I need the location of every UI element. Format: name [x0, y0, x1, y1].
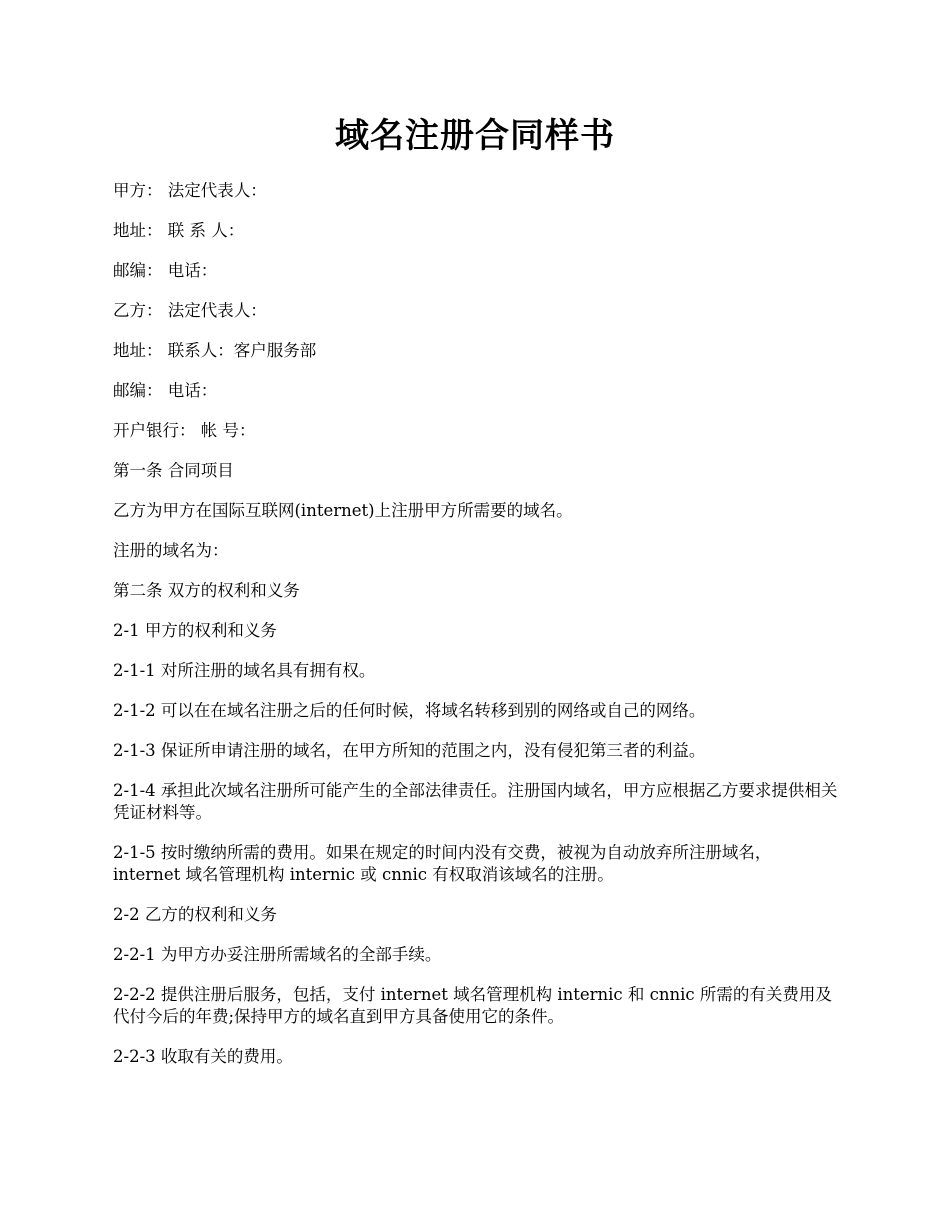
party-b-line: 乙方： 法定代表人：	[113, 301, 267, 320]
section-2-2-heading: 2-2 乙方的权利和义务	[113, 905, 277, 924]
article-1-text: 乙方为甲方在国际互联网(internet)上注册甲方所需要的域名。	[113, 501, 573, 520]
party-a-postcode-line: 邮编： 电话：	[113, 261, 218, 280]
article-2-heading: 第二条 双方的权利和义务	[113, 581, 300, 600]
clause-2-1-5: 2-1-5 按时缴纳所需的费用。如果在规定的时间内没有交费，被视为自动放弃所注册域名， internet 域名管理机构 internic 或 cnnic 有权取消该域名的注册。	[113, 843, 777, 884]
clause-2-2-1: 2-2-1 为甲方办妥注册所需域名的全部手续。	[113, 945, 442, 964]
clause-2-1-1: 2-1-1 对所注册的域名具有拥有权。	[113, 661, 376, 680]
document-title: 域名注册合同样书	[335, 116, 615, 156]
document-body	[113, 180, 843, 1086]
clause-2-1-3: 2-1-3 保证所申请注册的域名，在甲方所知的范围之内，没有侵犯第三者的利益。	[113, 741, 706, 760]
clause-2-1-2: 2-1-2 可以在在域名注册之后的任何时候，将域名转移到别的网络或自己的网络。	[113, 701, 706, 720]
party-a-address-line: 地址： 联 系 人：	[113, 221, 245, 240]
registered-domain-line: 注册的域名为：	[113, 541, 229, 560]
clause-2-2-2: 2-2-2 提供注册后服务，包括，支付 internet 域名管理机构 internic 和 cnnic 所需的有关费用及代付今后的年费;保持甲方的域名直到甲方具备使用它的条件。	[113, 985, 832, 1026]
bank-account-line: 开户银行： 帐 号：	[113, 421, 256, 440]
section-2-1-heading: 2-1 甲方的权利和义务	[113, 621, 277, 640]
party-b-address-line: 地址： 联系人：客户服务部	[113, 341, 317, 360]
party-a-line: 甲方： 法定代表人：	[113, 181, 267, 200]
clause-2-1-4: 2-1-4 承担此次域名注册所可能产生的全部法律责任。注册国内域名，甲方应根据乙方要求提供相关凭证材料等。	[113, 781, 838, 822]
party-b-postcode-line: 邮编： 电话：	[113, 381, 218, 400]
clause-2-2-3: 2-2-3 收取有关的费用。	[113, 1047, 293, 1066]
article-1-heading: 第一条 合同项目	[113, 461, 234, 480]
